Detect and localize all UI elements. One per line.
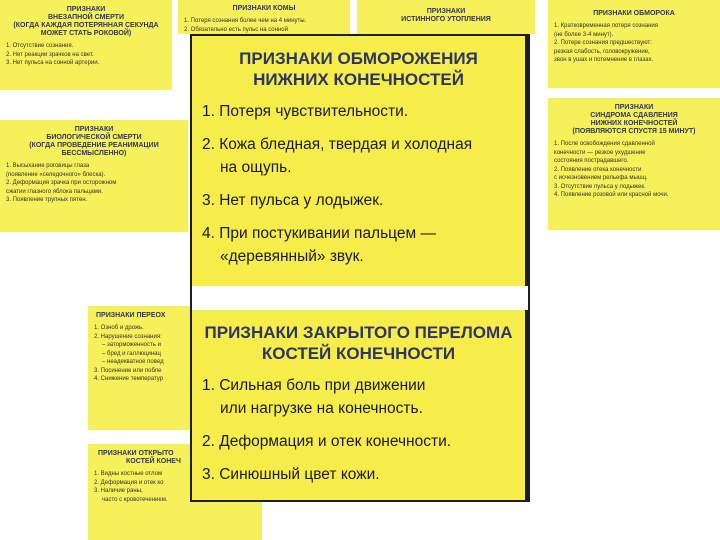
- card-title: ПРИЗНАКИ ОБМОРОКА: [593, 10, 675, 17]
- card-line: 1. Кратковременная потеря сознания: [554, 23, 658, 29]
- frostbite-item: 3. Нет пульса у лодыжек.: [202, 192, 384, 209]
- card-line: (не более 3-4 минут).: [554, 31, 614, 38]
- card-line: 1. Высыхание роговицы глаза: [6, 163, 90, 169]
- card-title: ПРИЗНАКИ ИСТИННОГО УТОПЛЕНИЯ: [401, 8, 491, 23]
- card-line: (появление «селедочного» блеска).: [6, 171, 106, 178]
- card-line: 2. Деформация зрачка при осторожном: [6, 180, 117, 186]
- card-fainting: [548, 0, 720, 88]
- card-line: 2. Нарушение сознания:: [94, 333, 162, 340]
- card-line: 3. Появление трупных пятен.: [6, 197, 88, 203]
- card-line: 1. Видны костные отлом: [94, 471, 163, 477]
- frostbite-panel: [192, 36, 528, 286]
- card-line: 2. Деформация и отек ко: [94, 479, 164, 486]
- card-line: 2. Нет реакции зрачков на свет.: [6, 51, 94, 58]
- card-line: – заторможенность и: [102, 342, 161, 348]
- card-title: ПРИЗНАКИ БИОЛОГИЧЕСКОЙ СМЕРТИ (КОГДА ПРОВЕДЕНИЕ РЕАНИМАЦИИ БЕССМЫСЛЕННО): [29, 126, 159, 157]
- card-line: 2. Обязательно есть пульс на сонной: [184, 26, 288, 33]
- card-line: 3. Нет пульса на сонной артерии.: [6, 60, 100, 66]
- frostbite-item: на ощупь.: [220, 159, 292, 176]
- closed-fracture-title: ПРИЗНАКИ ЗАКРЫТОГО ПЕРЕЛОМА КОСТЕЙ КОНЕЧНОСТИ: [204, 323, 513, 363]
- card-line: часто с кровотечением.: [102, 496, 168, 503]
- fracture-item: 1. Сильная боль при движении: [202, 377, 426, 394]
- card-line: звон в ушах и потемнение в глазах.: [554, 57, 654, 63]
- fracture-item: 2. Деформация и отек конечности.: [202, 433, 452, 450]
- fracture-item: 3. Синюшный цвет кожи.: [202, 466, 380, 483]
- card-drowning: [357, 0, 535, 34]
- card-line: 4. Появление розовой или красной мочи.: [554, 192, 669, 198]
- card-line: – бред и галлюцинац: [102, 350, 161, 357]
- card-line: 3. Наличие раны,: [94, 488, 143, 494]
- card-line: 4. Снижение температур: [94, 376, 164, 382]
- frostbite-title: ПРИЗНАКИ ОБМОРОЖЕНИЯ НИЖНИХ КОНЕЧНОСТЕЙ: [239, 49, 478, 89]
- frostbite-item: «деревянный» звук.: [220, 248, 364, 265]
- card-line: 3. Отсутствие пульса у лодыжек.: [554, 183, 646, 190]
- card-title: ПРИЗНАКИ ОТКРЫТО КОСТЕЙ КОНЕЧ: [98, 450, 181, 465]
- fracture-item: или нагрузке на конечность.: [220, 400, 423, 417]
- closed-fracture-panel: [192, 310, 528, 500]
- frostbite-item: 4. При постукивании пальцем —: [202, 225, 436, 242]
- card-biological-death: [0, 120, 188, 232]
- main-sheet: [190, 34, 530, 502]
- card-line: резкая слабость, головокружение,: [554, 48, 650, 55]
- card-title: ПРИЗНАКИ ВНЕЗАПНОЙ СМЕРТИ (КОГДА КАЖДАЯ ПОТЕРЯННАЯ СЕКУНДА МОЖЕТ СТАТЬ РОКОВОЙ): [13, 6, 159, 37]
- card-crush-syndrome: [548, 98, 720, 230]
- card-line: 1. После освобождения сдавленной: [554, 141, 655, 147]
- card-line: 1. Потеря сознания более чем на 4 минуты.: [184, 18, 307, 24]
- card-coma: [178, 0, 350, 34]
- card-line: состояния пострадавшего.: [554, 158, 629, 164]
- card-line: сжатии глазного яблока пальцами.: [6, 188, 103, 195]
- card-title: ПРИЗНАКИ ПЕРЕОХ: [96, 312, 166, 319]
- card-hypothermia: [88, 306, 200, 430]
- card-line: 1. Отсутствие сознания.: [6, 43, 74, 49]
- frostbite-item: 1. Потеря чувствительности.: [202, 103, 409, 120]
- card-line: 3. Посинение или побле: [94, 367, 162, 374]
- card-line: с исчезновением рельефа мышц.: [554, 175, 648, 181]
- card-line: конечности — резкое ухудшение: [554, 149, 646, 156]
- card-line: 1. Озноб и дрожь.: [94, 325, 144, 331]
- frostbite-item: 2. Кожа бледная, твердая и холодная: [202, 136, 473, 153]
- card-title: ПРИЗНАКИ КОМЫ: [232, 5, 296, 12]
- card-line: 2. Потере сознания предшествуют:: [554, 40, 652, 46]
- card-line: – неадекватное повед: [102, 359, 164, 365]
- card-title: ПРИЗНАКИ СИНДРОМА СДАВЛЕНИЯ НИЖНИХ КОНЕЧНОСТЕЙ (ПОЯВЛЯЮТСЯ СПУСТЯ 15 МИНУТ): [572, 104, 696, 135]
- card-line: 2. Появление отека конечности: [554, 166, 642, 173]
- card-sudden-death: [0, 0, 172, 90]
